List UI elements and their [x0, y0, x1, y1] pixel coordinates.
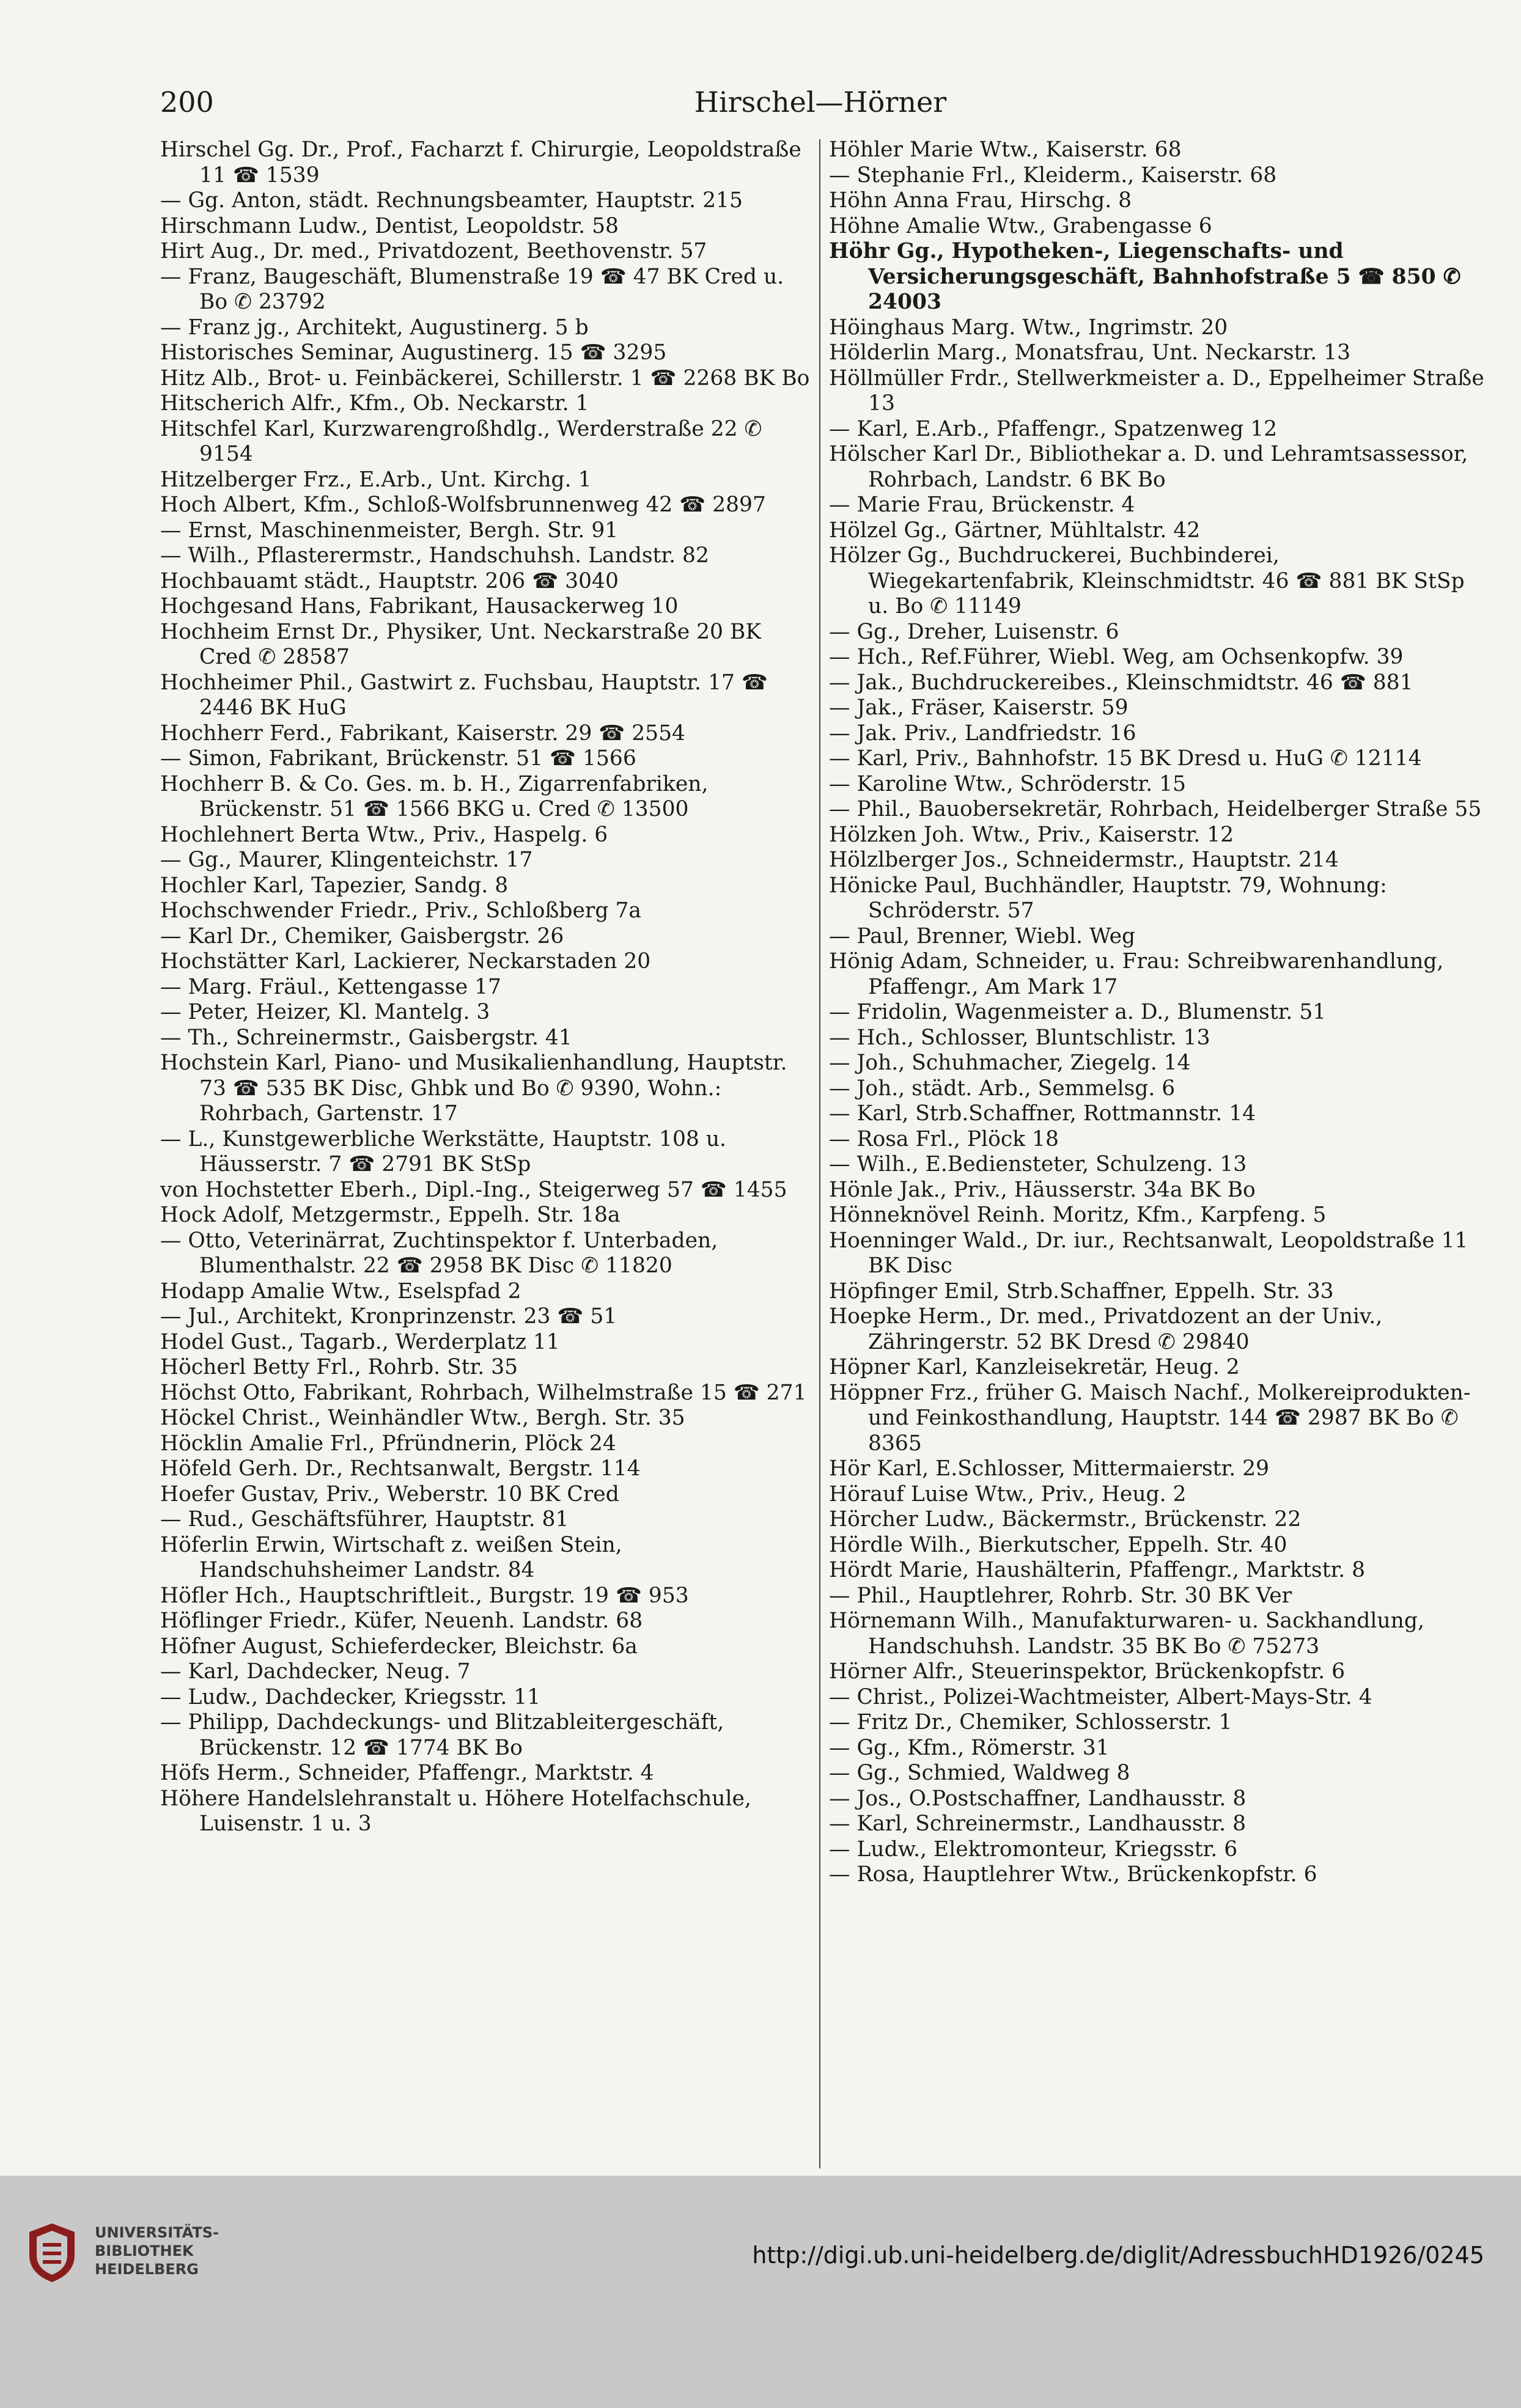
- directory-entry: — Paul, Brenner, Wiebl. Weg: [829, 923, 1136, 949]
- directory-entry: Hönle Jak., Priv., Häusserstr. 34a BK Bo: [829, 1177, 1256, 1202]
- directory-entry: — Gg., Maurer, Klingenteichstr. 17: [160, 848, 533, 872]
- library-name-line-1: UNIVERSITÄTS-: [95, 2224, 219, 2241]
- directory-entry: — Phil., Hauptlehrer, Rohrb. Str. 30 BK Ver: [829, 1583, 1292, 1608]
- directory-entry: Hönig Adam, Schneider, u. Frau: Schreibwarenhandlung, Pfaffengr., Am Mark 17: [829, 949, 1444, 999]
- directory-entry: — Gg., Kfm., Römerstr. 31: [829, 1735, 1110, 1760]
- directory-entry: — Otto, Veterinärrat, Zuchtinspektor f. Unterbaden, Blumenthalstr. 22 ☎ 2958 BK Disc ✆ 11820: [160, 1228, 718, 1278]
- directory-entry: — Karl, Strb.Schaffner, Rottmannstr. 14: [829, 1101, 1256, 1126]
- column-divider: [819, 139, 820, 2168]
- directory-entry: Höllmüller Frdr., Stellwerkmeister a. D., Eppelheimer Straße 13: [829, 365, 1484, 416]
- directory-entry: Hochheimer Phil., Gastwirt z. Fuchsbau, Hauptstr. 17 ☎ 2446 BK HuG: [160, 670, 768, 720]
- directory-entry: Hoepke Herm., Dr. med., Privatdozent an der Univ., Zähringerstr. 52 BK Dresd ✆ 29840: [829, 1304, 1383, 1354]
- directory-entry: Hirt Aug., Dr. med., Privatdozent, Beethovenstr. 57: [160, 239, 707, 263]
- directory-entry: Hölzken Joh. Wtw., Priv., Kaiserstr. 12: [829, 822, 1234, 847]
- directory-entry: Höppner Frz., früher G. Maisch Nachf., Molkereiprodukten- und Feinkosthandlung, Hauptstr. 144 ☎ 2987 BK Bo ✆ 8365: [829, 1380, 1471, 1456]
- directory-entry: Hoefer Gustav, Priv., Weberstr. 10 BK Cred: [160, 1481, 619, 1507]
- directory-entry: von Hochstetter Eberh., Dipl.-Ing., Steigerweg 57 ☎ 1455: [160, 1177, 787, 1202]
- directory-entry: Hochschwender Friedr., Priv., Schloßberg 7a: [160, 898, 641, 923]
- directory-entry: Höfs Herm., Schneider, Pfaffengr., Marktstr. 4: [160, 1761, 654, 1785]
- library-name-line-3: HEIDELBERG: [95, 2261, 199, 2278]
- directory-entry: — Karl, Dachdecker, Neug. 7: [160, 1659, 471, 1684]
- directory-entry: Hochherr B. & Co. Ges. m. b. H., Zigarrenfabriken, Brückenstr. 51 ☎ 1566 BKG u. Cred ✆ 13500: [160, 771, 709, 821]
- directory-entry: Hodapp Amalie Wtw., Eselspfad 2: [160, 1279, 521, 1304]
- directory-entry: Höcklin Amalie Frl., Pfründnerin, Plöck 24: [160, 1431, 616, 1456]
- directory-entry: Hochler Karl, Tapezier, Sandg. 8: [160, 873, 509, 898]
- directory-entry: Höcherl Betty Frl., Rohrb. Str. 35: [160, 1355, 518, 1379]
- directory-entry: — Joh., Schuhmacher, Ziegelg. 14: [829, 1051, 1191, 1075]
- directory-entry: Hirschel Gg. Dr., Prof., Facharzt f. Chirurgie, Leopoldstraße 11 ☎ 1539: [160, 138, 801, 188]
- directory-entry: Hochherr Ferd., Fabrikant, Kaiserstr. 29 ☎ 2554: [160, 721, 685, 746]
- directory-entry: Hönicke Paul, Buchhändler, Hauptstr. 79, Wohnung: Schröderstr. 57: [829, 873, 1387, 923]
- directory-entry: Hör Karl, E.Schlosser, Mittermaierstr. 29: [829, 1456, 1270, 1481]
- directory-entry: Höhere Handelslehranstalt u. Höhere Hotelfachschule, Luisenstr. 1 u. 3: [160, 1786, 751, 1836]
- directory-entry: — Marie Frau, Brückenstr. 4: [829, 493, 1135, 517]
- directory-entry: — Christ., Polizei-Wachtmeister, Albert-Mays-Str. 4: [829, 1684, 1372, 1709]
- directory-entry: Hörcher Ludw., Bäckermstr., Brückenstr. 22: [829, 1507, 1302, 1532]
- directory-entry: — Hch., Schlosser, Bluntschlistr. 13: [829, 1025, 1210, 1050]
- directory-entry: Höfner August, Schieferdecker, Bleichstr. 6a: [160, 1634, 638, 1659]
- directory-entry: — Karl, Schreinermstr., Landhausstr. 8: [829, 1812, 1247, 1836]
- page-header: [160, 86, 1481, 128]
- directory-entry: — Gg., Schmied, Waldweg 8: [829, 1761, 1130, 1785]
- directory-entry: Hitscherich Alfr., Kfm., Ob. Neckarstr. 1: [160, 391, 589, 416]
- directory-entry: Hochgesand Hans, Fabrikant, Hausackerweg 10: [160, 594, 679, 619]
- right-column: [829, 138, 1489, 2173]
- directory-entry: Hoch Albert, Kfm., Schloß-Wolfsbrunnenweg 42 ☎ 2897: [160, 493, 766, 517]
- directory-entry: Höhler Marie Wtw., Kaiserstr. 68: [829, 138, 1182, 162]
- left-column: [160, 138, 814, 2173]
- directory-entry: Hoenninger Wald., Dr. iur., Rechtsanwalt, Leopoldstraße 11 BK Disc: [829, 1228, 1468, 1278]
- university-library-crest-icon: [18, 2219, 86, 2286]
- directory-entry: Hodel Gust., Tagarb., Werderplatz 11: [160, 1329, 560, 1354]
- directory-entry: Hördle Wilh., Bierkutscher, Eppelh. Str. 40: [829, 1532, 1287, 1557]
- directory-entry: — Jak. Priv., Landfriedstr. 16: [829, 721, 1136, 746]
- directory-entry: — Jak., Fräser, Kaiserstr. 59: [829, 696, 1129, 720]
- directory-entry: Höfler Hch., Hauptschriftleit., Burgstr. 19 ☎ 953: [160, 1583, 689, 1608]
- directory-entry: — Marg. Fräul., Kettengasse 17: [160, 974, 501, 999]
- directory-entry: — Karl, Priv., Bahnhofstr. 15 BK Dresd u. HuG ✆ 12114: [829, 746, 1422, 771]
- directory-entry: Höhr Gg., Hypotheken-, Liegenschafts- und Versicherungsgeschäft, Bahnhofstraße 5 ☎ 850 ✆ 24003: [829, 239, 1461, 314]
- directory-entry: Höpner Karl, Kanzleisekretär, Heug. 2: [829, 1355, 1240, 1379]
- directory-entry: — Franz, Baugeschäft, Blumenstraße 19 ☎ 47 BK Cred u. Bo ✆ 23792: [160, 264, 784, 314]
- directory-entry: — Wilh., E.Bediensteter, Schulzeng. 13: [829, 1152, 1247, 1176]
- library-logo: [18, 2212, 287, 2298]
- directory-entry: Historisches Seminar, Augustinerg. 15 ☎ 3295: [160, 340, 667, 365]
- directory-entry: Höhne Amalie Wtw., Grabengasse 6: [829, 213, 1212, 238]
- directory-entry: — L., Kunstgewerbliche Werkstätte, Hauptstr. 108 u. Häusserstr. 7 ☎ 2791 BK StSp: [160, 1126, 727, 1176]
- source-url-link[interactable]: http://digi.ub.uni-heidelberg.de/diglit/AdressbuchHD1926/0245: [752, 2242, 1484, 2269]
- directory-entry: — Fritz Dr., Chemiker, Schlosserstr. 1: [829, 1710, 1232, 1734]
- directory-entry: — Philipp, Dachdeckungs- und Blitzableitergeschäft, Brückenstr. 12 ☎ 1774 BK Bo: [160, 1710, 724, 1760]
- directory-entry: Höfeld Gerh. Dr., Rechtsanwalt, Bergstr. 114: [160, 1456, 641, 1481]
- directory-entry: — Wilh., Pflasterermstr., Handschuhsh. Landstr. 82: [160, 543, 709, 568]
- directory-entry: — Phil., Bauobersekretär, Rohrbach, Heidelberger Straße 55: [829, 797, 1482, 821]
- directory-entry: Höpfinger Emil, Strb.Schaffner, Eppelh. Str. 33: [829, 1279, 1334, 1304]
- directory-entry: Hitzelberger Frz., E.Arb., Unt. Kirchg. 1: [160, 467, 592, 492]
- directory-entry: Höflinger Friedr., Küfer, Neuenh. Landstr. 68: [160, 1609, 643, 1633]
- directory-entry: — Gg., Dreher, Luisenstr. 6: [829, 619, 1119, 644]
- directory-entry: Hitz Alb., Brot- u. Feinbäckerei, Schillerstr. 1 ☎ 2268 BK Bo: [160, 365, 810, 391]
- directory-entry: — Peter, Heizer, Kl. Mantelg. 3: [160, 1000, 490, 1024]
- directory-entry: Hochstätter Karl, Lackierer, Neckarstaden 20: [160, 949, 651, 974]
- directory-entry: — Jos., O.Postschaffner, Landhausstr. 8: [829, 1786, 1247, 1811]
- directory-entry: — Karl Dr., Chemiker, Gaisbergstr. 26: [160, 923, 564, 949]
- directory-entry: — Gg. Anton, städt. Rechnungsbeamter, Hauptstr. 215: [160, 188, 743, 213]
- directory-entry: Hörnemann Wilh., Manufakturwaren- u. Sackhandlung, Handschuhsh. Landstr. 35 BK Bo ✆ 75273: [829, 1609, 1424, 1659]
- directory-entry: Hochlehnert Berta Wtw., Priv., Haspelg. 6: [160, 822, 608, 847]
- directory-entry: Höchst Otto, Fabrikant, Rohrbach, Wilhelmstraße 15 ☎ 271: [160, 1380, 807, 1405]
- directory-entry: Höhn Anna Frau, Hirschg. 8: [829, 188, 1132, 213]
- directory-entry: — Simon, Fabrikant, Brückenstr. 51 ☎ 1566: [160, 746, 636, 771]
- directory-entry: — Th., Schreinermstr., Gaisbergstr. 41: [160, 1025, 572, 1050]
- directory-entry: — Ludw., Dachdecker, Kriegsstr. 11: [160, 1684, 541, 1709]
- library-name-line-2: BIBLIOTHEK: [95, 2242, 194, 2259]
- directory-entry: Hölscher Karl Dr., Bibliothekar a. D. und Lehramtsassessor, Rohrbach, Landstr. 6 BK Bo: [829, 442, 1468, 492]
- directory-entry: — Fridolin, Wagenmeister a. D., Blumenstr. 51: [829, 1000, 1327, 1024]
- directory-entry: Hirschmann Ludw., Dentist, Leopoldstr. 58: [160, 213, 619, 238]
- directory-entry: Hock Adolf, Metzgermstr., Eppelh. Str. 18a: [160, 1203, 621, 1227]
- directory-entry: Hördt Marie, Haushälterin, Pfaffengr., Marktstr. 8: [829, 1558, 1366, 1582]
- directory-entry: Hitschfel Karl, Kurzwarengroßhdlg., Werderstraße 22 ✆ 9154: [160, 416, 762, 466]
- page-title: Hirschel—Hörner: [694, 86, 947, 119]
- library-name: [95, 2223, 290, 2278]
- directory-entry: — Ernst, Maschinenmeister, Bergh. Str. 91: [160, 518, 619, 543]
- directory-entry: Hörauf Luise Wtw., Priv., Heug. 2: [829, 1481, 1187, 1507]
- directory-entry: — Rosa, Hauptlehrer Wtw., Brückenkopfstr. 6: [829, 1862, 1317, 1887]
- directory-entry: — Stephanie Frl., Kleiderm., Kaiserstr. 68: [829, 163, 1277, 188]
- directory-entry: — Joh., städt. Arb., Semmelsg. 6: [829, 1076, 1176, 1101]
- directory-entry: — Karl, E.Arb., Pfaffengr., Spatzenweg 12: [829, 416, 1278, 441]
- directory-entry: — Rud., Geschäftsführer, Hauptstr. 81: [160, 1507, 569, 1532]
- directory-entry: Hörner Alfr., Steuerinspektor, Brückenkopfstr. 6: [829, 1659, 1346, 1684]
- directory-entry: — Jul., Architekt, Kronprinzenstr. 23 ☎ 51: [160, 1304, 617, 1329]
- directory-entry: — Hch., Ref.Führer, Wiebl. Weg, am Ochsenkopfw. 39: [829, 645, 1404, 669]
- directory-entry: Höckel Christ., Weinhändler Wtw., Bergh. Str. 35: [160, 1406, 685, 1430]
- directory-entry: Hochbauamt städt., Hauptstr. 206 ☎ 3040: [160, 568, 619, 593]
- directory-entry: Höferlin Erwin, Wirtschaft z. weißen Stein, Handschuhsheimer Landstr. 84: [160, 1532, 622, 1582]
- directory-entry: Hochheim Ernst Dr., Physiker, Unt. Neckarstraße 20 BK Cred ✆ 28587: [160, 619, 762, 669]
- directory-entry: Hochstein Karl, Piano- und Musikalienhandlung, Hauptstr. 73 ☎ 535 BK Disc, Ghbk und Bo ✆ 9390, Wohn.: Rohrbach, Gartenstr. 17: [160, 1051, 787, 1126]
- directory-entry: Hönneknövel Reinh. Moritz, Kfm., Karpfeng. 5: [829, 1203, 1327, 1227]
- directory-entry: Höinghaus Marg. Wtw., Ingrimstr. 20: [829, 315, 1228, 340]
- directory-entry: Hölzel Gg., Gärtner, Mühltalstr. 42: [829, 518, 1201, 543]
- directory-entry: Hölzer Gg., Buchdruckerei, Buchbinderei, Wiegekartenfabrik, Kleinschmidtstr. 46 ☎ 881 BK StSp u. Bo ✆ 11149: [829, 543, 1465, 619]
- page-number: 200: [160, 86, 214, 119]
- directory-entry: — Ludw., Elektromonteur, Kriegsstr. 6: [829, 1837, 1238, 1862]
- directory-entry: — Karoline Wtw., Schröderstr. 15: [829, 771, 1186, 796]
- directory-entry: Hölzlberger Jos., Schneidermstr., Hauptstr. 214: [829, 848, 1339, 872]
- directory-entry: — Jak., Buchdruckereibes., Kleinschmidtstr. 46 ☎ 881: [829, 670, 1413, 695]
- footer-bar: [0, 2176, 1521, 2408]
- directory-entry: Hölderlin Marg., Monatsfrau, Unt. Neckarstr. 13: [829, 340, 1351, 365]
- directory-entry: — Rosa Frl., Plöck 18: [829, 1126, 1059, 1151]
- directory-entry: — Franz jg., Architekt, Augustinerg. 5 b: [160, 315, 589, 340]
